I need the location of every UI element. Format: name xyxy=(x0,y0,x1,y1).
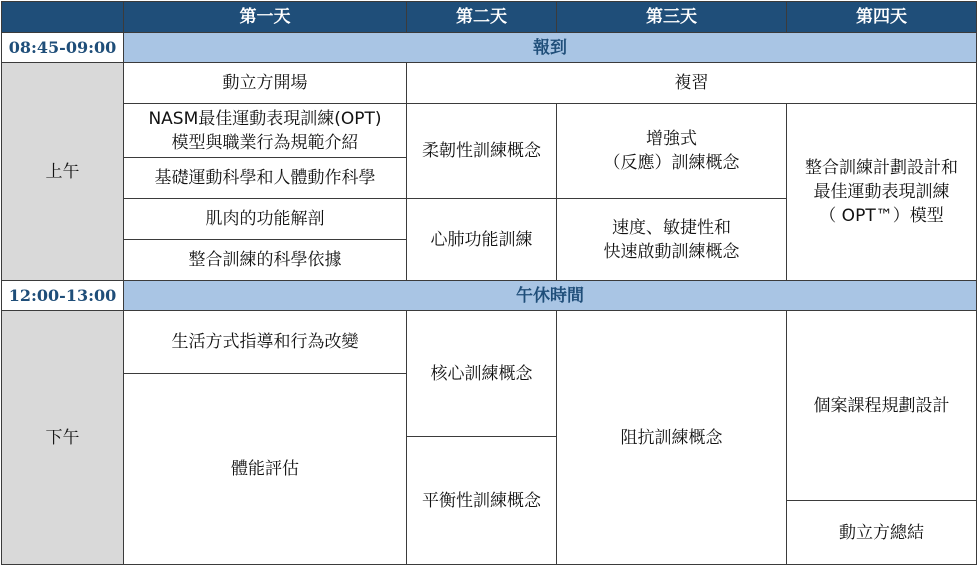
review-cell: 複習 xyxy=(407,63,977,104)
day1-fitness-assessment: 體能評估 xyxy=(124,374,407,565)
day3-speed-agility xyxy=(557,199,787,281)
morning-row-1 xyxy=(2,63,977,104)
header-day4: 第四天 xyxy=(787,2,977,33)
day1-opening: 動立方開場 xyxy=(124,63,407,104)
header-day1: 第一天 xyxy=(124,2,407,33)
day4-program-line3: （ OPT™）模型 xyxy=(819,206,944,226)
day1-opt-intro xyxy=(124,104,407,158)
day4-summary: 動立方總結 xyxy=(787,501,977,565)
day4-integrated-program xyxy=(787,104,977,281)
day2-core: 核心訓練概念 xyxy=(407,311,557,437)
header-day3: 第三天 xyxy=(557,2,787,33)
training-schedule-table xyxy=(1,1,977,565)
checkin-label: 報到 xyxy=(124,33,977,63)
day4-program-line2: 最佳運動表現訓練 xyxy=(813,182,950,202)
day1-opt-intro-line2: 模型與職業行為規範介紹 xyxy=(171,132,359,153)
day1-science: 基礎運動科學和人體動作科學 xyxy=(124,158,407,199)
afternoon-row-1 xyxy=(2,311,977,374)
day1-muscle-anatomy: 肌肉的功能解剖 xyxy=(124,199,407,240)
checkin-row xyxy=(2,33,977,63)
day3-plyometric-line1: 增強式 xyxy=(646,129,697,149)
afternoon-session-label: 下午 xyxy=(2,311,124,565)
day1-lifestyle: 生活方式指導和行為改變 xyxy=(124,311,407,374)
day3-plyometric xyxy=(557,104,787,199)
lunch-row xyxy=(2,281,977,311)
header-day2: 第二天 xyxy=(407,2,557,33)
lunch-label: 午休時間 xyxy=(124,281,977,311)
day1-opt-intro-line1: NASM最佳運動表現訓練(OPT) xyxy=(148,108,382,129)
checkin-time: 08:45-09:00 xyxy=(2,33,124,63)
header-corner-cell xyxy=(2,2,124,33)
day3-speed-line1: 速度、敏捷性和 xyxy=(612,217,731,238)
morning-session-label: 上午 xyxy=(2,63,124,281)
day1-integrated-science: 整合訓練的科學依據 xyxy=(124,240,407,281)
lunch-time: 12:00-13:00 xyxy=(2,281,124,311)
header-row xyxy=(2,2,977,33)
day2-balance: 平衡性訓練概念 xyxy=(407,437,557,565)
day3-plyometric-line2: （反應）訓練概念 xyxy=(603,153,740,173)
day3-speed-line2: 快速啟動訓練概念 xyxy=(603,241,740,262)
day3-resistance: 阻抗訓練概念 xyxy=(557,311,787,565)
day2-cardio: 心肺功能訓練 xyxy=(407,199,557,281)
morning-row-2 xyxy=(2,104,977,158)
day4-program-line1: 整合訓練計劃設計和 xyxy=(805,158,958,178)
day4-case-program: 個案課程規劃設計 xyxy=(787,311,977,501)
day2-flexibility: 柔韌性訓練概念 xyxy=(407,104,557,199)
